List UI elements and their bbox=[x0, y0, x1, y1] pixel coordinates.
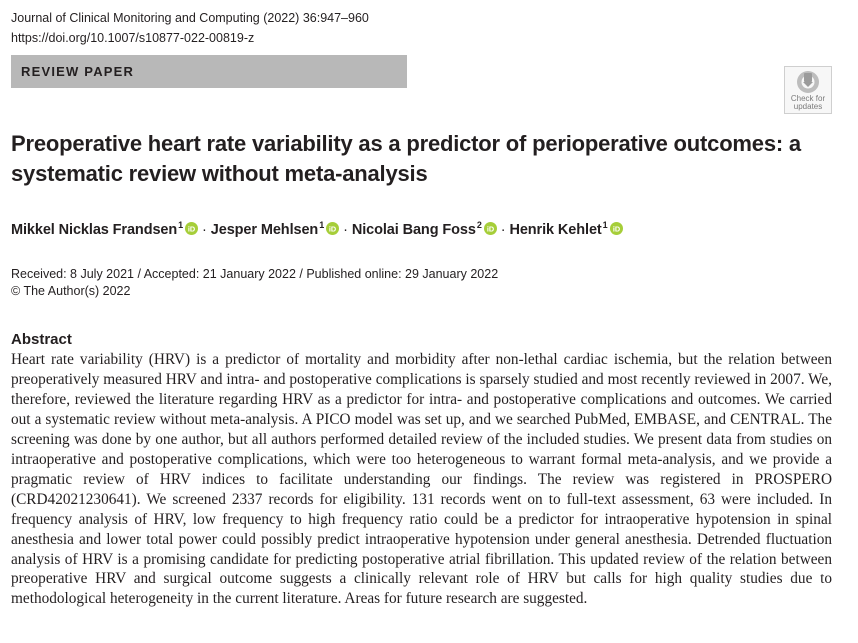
updates-line: updates bbox=[793, 102, 823, 111]
author-separator: · bbox=[343, 222, 348, 238]
article-title: Preoperative heart rate variability as a predictor of perioperative outcomes: a systematic review without meta-analysis bbox=[11, 131, 801, 186]
doi-link[interactable]: https://doi.org/10.1007/s10877-022-00819-z bbox=[11, 31, 255, 45]
orcid-icon[interactable] bbox=[484, 222, 497, 235]
crossmark-icon bbox=[795, 69, 821, 95]
author-affiliation: 1 bbox=[178, 220, 184, 230]
author-affiliation: 1 bbox=[319, 220, 325, 230]
author-name[interactable]: Henrik Kehlet bbox=[509, 222, 602, 238]
journal-citation: Journal of Clinical Monitoring and Computing (2022) 36:947–960 bbox=[11, 11, 369, 25]
svg-text:iD: iD bbox=[187, 224, 196, 234]
svg-text:iD: iD bbox=[612, 224, 620, 234]
orcid-icon[interactable] bbox=[326, 222, 339, 235]
svg-text:iD: iD bbox=[486, 224, 494, 234]
article-type-label: REVIEW PAPER bbox=[21, 64, 135, 79]
orcid-icon[interactable] bbox=[610, 222, 623, 235]
check-for-line: Check for bbox=[790, 94, 826, 103]
orcid-icon[interactable] bbox=[185, 222, 198, 235]
publication-dates: Received: 8 July 2021 / Accepted: 21 January 2022 / Published online: 29 January 2022 bbox=[11, 267, 499, 281]
author-separator: · bbox=[500, 222, 506, 238]
author-name[interactable]: Mikkel Nicklas Frandsen bbox=[11, 222, 178, 238]
author bbox=[509, 222, 622, 238]
author-separator: · bbox=[202, 222, 207, 238]
check-for-updates-badge[interactable] bbox=[784, 66, 832, 114]
journal-header bbox=[11, 8, 369, 48]
abstract-text: Heart rate variability (HRV) is a predictor of mortality and morbidity after non-lethal cardiac ischemia, but the relation between preoperatively measured HRV and intra- and postoperative complications is sparsely studied and most recently reviewed in 2007. We, therefore, reviewed the literature regarding HRV as a predictor for intra- and postoperative complications and outcomes. We carried out a systematic review without meta-analysis. A PICO model was set up, and we searched PubMed, EMBASE, and CENTRAL. The screening was done by one author, but all authors performed detailed review of the included studies. We present data from studies on intraoperative and postoperative complications, which were too heterogeneous to warrant formal meta-analysis, and we provide a pragmatic review of HRV indices to facilitate understanding our findings. The review was registered in PROSPERO (CRD42021230641). We screened 2337 records for eligibility. 131 records went on to full-text assessment, 63 were included. In frequency analysis of HRV, low frequency to high frequency ratio could be a predictor for intraoperative hypotension in spinal anesthesia and lower total power could possibly predict intraoperative hypotension under general anesthesia. Detrended fluctuation analysis of HRV is a promising candidate for predicting postoperative atrial fibrillation. This updated review of the relation between preoperative HRV and surgical outcome suggests a clinically relevant role of HRV but calls for high quality studies due to methodological heterogeneity in the current literature. Areas for future research are suggested. bbox=[11, 351, 832, 608]
author-affiliation: 2 bbox=[476, 220, 482, 230]
author bbox=[352, 222, 497, 238]
author-name[interactable]: Jesper Mehlsen bbox=[210, 222, 319, 238]
article-type-banner bbox=[11, 55, 407, 88]
abstract-heading: Abstract bbox=[11, 331, 72, 348]
copyright-notice: © The Author(s) 2022 bbox=[11, 284, 131, 298]
publication-history bbox=[11, 266, 498, 300]
author-affiliation: 1 bbox=[602, 220, 608, 230]
author bbox=[11, 222, 198, 238]
author-name[interactable]: Nicolai Bang Foss bbox=[351, 222, 476, 238]
svg-text:iD: iD bbox=[329, 224, 337, 234]
author-list bbox=[11, 214, 623, 241]
author bbox=[211, 222, 339, 238]
